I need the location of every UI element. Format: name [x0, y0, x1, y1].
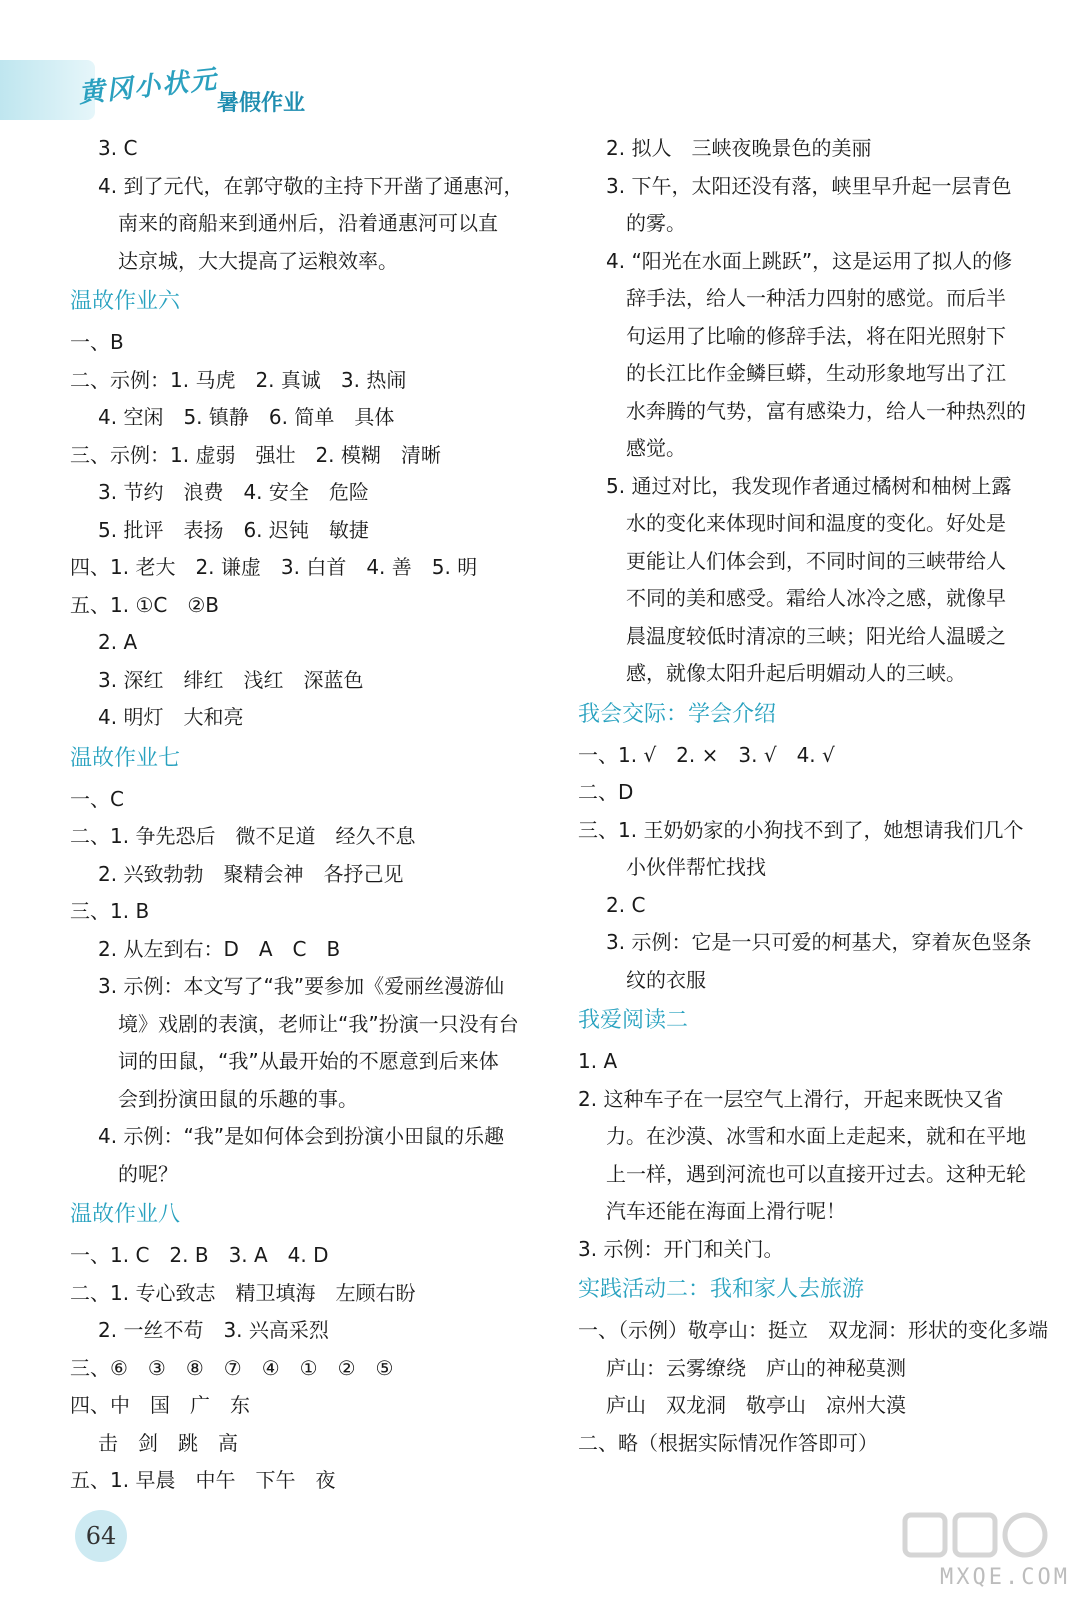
left-section-heading: 温故作业六 — [70, 289, 181, 314]
left-answer-line: 三、示例：1. 虚弱 强壮 2. 模糊 清晰 — [70, 442, 441, 467]
right-answer-line: 3. 示例：开门和关门。 — [578, 1236, 784, 1261]
right-answer-line: 二、D — [578, 780, 634, 804]
left-answer-line: 词的田鼠，“我”从最开始的不愿意到后来体 — [118, 1049, 499, 1073]
left-answer-line: 南来的商船来到通州后，沿着通惠河可以直 — [118, 211, 498, 235]
right-answer-line: 水的变化来体现时间和温度的变化。好处是 — [626, 511, 1006, 535]
right-answer-line: 3. 示例：它是一只可爱的柯基犬，穿着灰色竖条 — [606, 930, 1032, 954]
right-answer-line: 的长江比作金鳞巨蟒，生动形象地写出了江 — [626, 361, 1006, 385]
right-answer-line: 2. C — [606, 892, 646, 917]
right-answer-line: 晨温度较低时清凉的三峡；阳光给人温暖之 — [626, 623, 1006, 648]
right-answer-line: 辞手法，给人一种活力四射的感觉。而后半 — [626, 286, 1006, 310]
right-answer-line: 庐山 双龙洞 敬亭山 凉州大漠 — [606, 1393, 906, 1417]
left-answer-line: 三、1. B — [70, 899, 150, 923]
header-subtitle: 暑假作业 — [217, 91, 306, 116]
right-section-heading: 我爱阅读二 — [578, 1008, 689, 1033]
right-section-heading: 实践活动二：我和家人去旅游 — [578, 1277, 865, 1302]
left-column — [70, 130, 540, 1500]
watermark-text: MXQE.COM — [940, 1565, 1070, 1590]
right-answer-line: 不同的美和感受。霜给人冰冷之感，就像早 — [626, 586, 1006, 610]
right-answer-line: 2. 这种车子在一层空气上滑行，开起来既快又省 — [578, 1086, 1004, 1111]
right-answer-line: 纹的衣服 — [626, 967, 706, 992]
right-answer-line: 2. 拟人 三峡夜晚景色的美丽 — [606, 136, 872, 160]
right-answer-line: 三、1. 王奶奶家的小狗找不到了，她想请我们几个 — [578, 817, 1024, 842]
right-answer-line: 一、1. √ 2. × 3. √ 4. √ — [578, 742, 835, 767]
left-answer-line: 4. 空闲 5. 镇静 6. 简单 具体 — [98, 405, 395, 429]
left-answer-line: 二、1. 争先恐后 微不足道 经久不息 — [70, 824, 416, 848]
left-answer-line: 二、示例：1. 马虎 2. 真诚 3. 热闹 — [70, 367, 407, 392]
left-answer-line: 3. 节约 浪费 4. 安全 危险 — [98, 480, 369, 504]
left-answer-line: 的呢？ — [118, 1161, 178, 1186]
right-answer-line: 3. 下午，太阳还没有落，峡里早升起一层青色 — [606, 173, 1012, 198]
left-answer-line: 2. A — [98, 630, 138, 654]
left-answer-line: 会到扮演田鼠的乐趣的事。 — [118, 1086, 358, 1111]
right-answer-line: 水奔腾的气势，富有感染力，给人一种热烈的 — [626, 398, 1026, 423]
left-answer-line: 4. 示例：“我”是如何体会到扮演小田鼠的乐趣 — [98, 1124, 505, 1148]
left-answer-line: 二、1. 专心致志 精卫填海 左顾右盼 — [70, 1280, 416, 1305]
left-answer-line: 四、中 国 广 东 — [70, 1393, 250, 1417]
left-answer-line: 达京城，大大提高了运粮效率。 — [118, 248, 398, 273]
right-answer-line: 1. A — [578, 1049, 618, 1073]
right-answer-line: 庐山：云雾缭绕 庐山的神秘莫测 — [606, 1355, 906, 1380]
right-column — [578, 130, 1048, 1462]
left-answer-line: 四、1. 老大 2. 谦虚 3. 白首 4. 善 5. 明 — [70, 555, 478, 579]
left-answer-line: 一、C — [70, 786, 124, 811]
brand-logo: 黄冈小状元 — [77, 64, 220, 110]
left-answer-line: 4. 明灯 大和亮 — [98, 705, 244, 729]
right-answer-line: 汽车还能在海面上滑行呢！ — [606, 1199, 846, 1223]
left-answer-line: 境》戏剧的表演，老师让“我”扮演一只没有台 — [118, 1011, 519, 1036]
right-answer-line: 二、略（根据实际情况作答即可） — [578, 1430, 878, 1455]
right-answer-line: 句运用了比喻的修辞手法，将在阳光照射下 — [626, 323, 1006, 348]
left-answer-line: 5. 批评 表扬 6. 迟钝 敏捷 — [98, 517, 369, 542]
right-answer-line: 5. 通过对比，我发现作者通过橘树和柚树上露 — [606, 473, 1012, 498]
left-section-heading: 温故作业八 — [70, 1202, 181, 1227]
left-answer-line: 4. 到了元代，在郭守敬的主持下开凿了通惠河， — [98, 173, 524, 198]
page-number: 64 — [75, 1510, 127, 1562]
left-answer-line: 3. 示例：本文写了“我”要参加《爱丽丝漫游仙 — [98, 974, 505, 998]
right-answer-line: 感觉。 — [626, 436, 686, 460]
right-section-heading: 我会交际：学会介绍 — [578, 701, 777, 727]
left-answer-line: 2. 一丝不苟 3. 兴高采烈 — [98, 1318, 329, 1342]
right-answer-line: 的雾。 — [626, 211, 686, 235]
right-answer-line: 感，就像太阳升起后明媚动人的三峡。 — [626, 661, 966, 685]
left-answer-line: 3. 深红 绯红 浅红 深蓝色 — [98, 667, 364, 692]
left-answer-line: 3. C — [98, 136, 138, 160]
right-answer-line: 一、（示例）敬亭山：挺立 双龙洞：形状的变化多端 — [578, 1318, 1048, 1342]
left-answer-line: 击 剑 跳 高 — [98, 1430, 238, 1455]
left-section-heading: 温故作业七 — [70, 745, 181, 771]
left-answer-line: 一、B — [70, 330, 124, 354]
right-answer-line: 4. “阳光在水面上跳跃”，这是运用了拟人的修 — [606, 248, 1013, 273]
left-answer-line: 五、1. 早晨 中午 下午 夜 — [70, 1468, 336, 1492]
right-answer-line: 上一样，遇到河流也可以直接开过去。这种无轮 — [606, 1161, 1026, 1186]
left-answer-line: 五、1. ①C ②B — [70, 592, 219, 617]
left-answer-line: 2. 兴致勃勃 聚精会神 各抒己见 — [98, 861, 404, 886]
right-answer-line: 更能让人们体会到，不同时间的三峡带给人 — [626, 548, 1006, 573]
left-answer-line: 2. 从左到右：D A C B — [98, 936, 341, 961]
left-answer-line: 一、1. C 2. B 3. A 4. D — [70, 1243, 329, 1267]
right-answer-line: 力。在沙漠、冰雪和水面上走起来，就和在平地 — [606, 1124, 1026, 1148]
right-answer-line: 小伙伴帮忙找找 — [626, 855, 766, 879]
left-answer-line: 三、⑥ ③ ⑧ ⑦ ④ ① ② ⑤ — [70, 1355, 394, 1380]
